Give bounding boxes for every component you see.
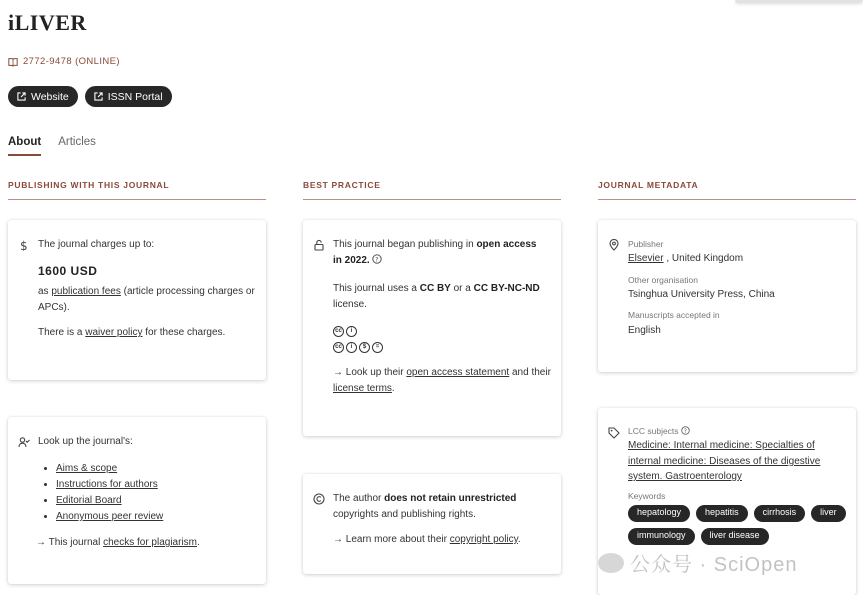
keywords-label: Keywords: [628, 490, 666, 501]
publisher-link[interactable]: Elsevier: [628, 253, 664, 265]
section-heading-best-practice: BEST PRACTICE: [303, 180, 561, 200]
language-value: English: [628, 324, 661, 336]
popup-edge: [735, 0, 863, 3]
keyword-tag[interactable]: immunology: [628, 528, 695, 545]
publication-fees-link[interactable]: publication fees: [51, 286, 121, 298]
aims-scope-link[interactable]: Aims & scope: [56, 462, 118, 474]
plagiarism-line: → This journal checks for plagiarism.: [36, 537, 200, 549]
keyword-tag[interactable]: liver disease: [701, 528, 769, 545]
cc-icons: [333, 322, 551, 353]
by-icon: i: [346, 342, 357, 353]
help-icon[interactable]: [372, 254, 382, 264]
oa-license-line: This journal uses a CC BY or a CC BY-NC-ND license.: [333, 283, 540, 310]
publisher-label: Publisher: [628, 239, 664, 249]
lookup-list: [38, 461, 256, 526]
fees-intro: The journal charges up to:: [38, 239, 155, 250]
section-heading-metadata: JOURNAL METADATA: [598, 180, 856, 200]
issn-line: [8, 56, 120, 67]
issn-number: 2772-9478 (ONLINE): [23, 56, 120, 67]
instructions-authors-link[interactable]: Instructions for authors: [56, 478, 158, 490]
external-link-icon: [94, 92, 103, 101]
copyright-policy-link[interactable]: copyright policy: [449, 534, 518, 545]
manuscripts-label: Manuscripts accepted in: [628, 310, 720, 321]
copyright-card: [303, 474, 561, 574]
waiver-line: There is a waiver policy for these charges.: [38, 327, 226, 339]
lcc-label: LCC subjects ?: [628, 425, 846, 438]
oa-lookup-line: → Look up their open access statement and their license terms.: [333, 367, 551, 394]
other-org-label: Other organisation: [628, 274, 698, 285]
keyword-tag[interactable]: hepatology: [628, 505, 690, 522]
copyright-icon: [313, 493, 325, 505]
lock-icon: [313, 239, 325, 251]
open-access-card: [303, 220, 561, 436]
external-link-icon: [17, 92, 26, 101]
lcc-subject-link[interactable]: Medicine: Internal medicine: Specialties of internal medicine: Diseases of the digestive system. Gastroenterology: [628, 440, 821, 483]
lookup-intro: Look up the journal's:: [38, 436, 133, 447]
lookup-card: [8, 417, 266, 584]
publisher-card: [598, 220, 856, 372]
book-icon: [8, 57, 18, 67]
journal-title: iLIVER: [8, 10, 87, 35]
dollar-icon: [18, 239, 30, 251]
svg-text:?: ?: [683, 428, 687, 435]
copyright-learn-line: → Learn more about their copyright policy.: [333, 534, 521, 545]
copyright-statement: The author does not retain unrestricted copyrights and publishing rights.: [333, 493, 517, 520]
tab-bar: [8, 136, 96, 156]
nd-icon: =: [372, 342, 383, 353]
publisher-value: Elsevier , United Kingdom: [628, 253, 744, 265]
waiver-policy-link[interactable]: waiver policy: [85, 327, 143, 339]
oa-statement-link[interactable]: open access statement: [406, 367, 510, 378]
section-heading-publishing: PUBLISHING WITH THIS JOURNAL: [8, 180, 266, 200]
tag-icon: [608, 427, 620, 439]
plagiarism-link[interactable]: checks for plagiarism: [103, 537, 197, 549]
wechat-icon: [598, 553, 624, 573]
svg-text:$: $: [20, 239, 28, 251]
oa-began: This journal began publishing in open access in 2022. ?: [333, 239, 537, 266]
user-check-icon: [18, 436, 30, 448]
fee-amount: 1600 USD: [38, 263, 98, 278]
by-icon: i: [346, 326, 357, 337]
help-icon[interactable]: [681, 426, 690, 435]
keyword-list: [628, 505, 848, 545]
issn-portal-button[interactable]: ISSN Portal: [85, 86, 172, 107]
fees-description: as publication fees (article processing charges or APCs).: [38, 286, 255, 313]
nc-icon: $: [359, 342, 370, 353]
tab-about[interactable]: About: [8, 136, 41, 156]
editorial-board-link[interactable]: Editorial Board: [56, 494, 122, 506]
keyword-tag[interactable]: cirrhosis: [754, 505, 806, 522]
svg-text:?: ?: [375, 255, 380, 264]
other-org-value: Tsinghua University Press, China: [628, 288, 775, 300]
location-pin-icon: [608, 239, 620, 251]
tab-articles[interactable]: Articles: [58, 136, 96, 148]
fees-card: [8, 220, 266, 380]
keyword-tag[interactable]: liver: [811, 505, 846, 522]
peer-review-link[interactable]: Anonymous peer review: [56, 511, 164, 523]
license-terms-link[interactable]: license terms: [333, 382, 392, 394]
cc-icon: cc: [333, 326, 344, 337]
keyword-tag[interactable]: hepatitis: [696, 505, 748, 522]
website-button[interactable]: Website: [8, 86, 78, 107]
cc-icon: cc: [333, 342, 344, 353]
watermark: 公众号 · SciOpen: [598, 548, 797, 577]
